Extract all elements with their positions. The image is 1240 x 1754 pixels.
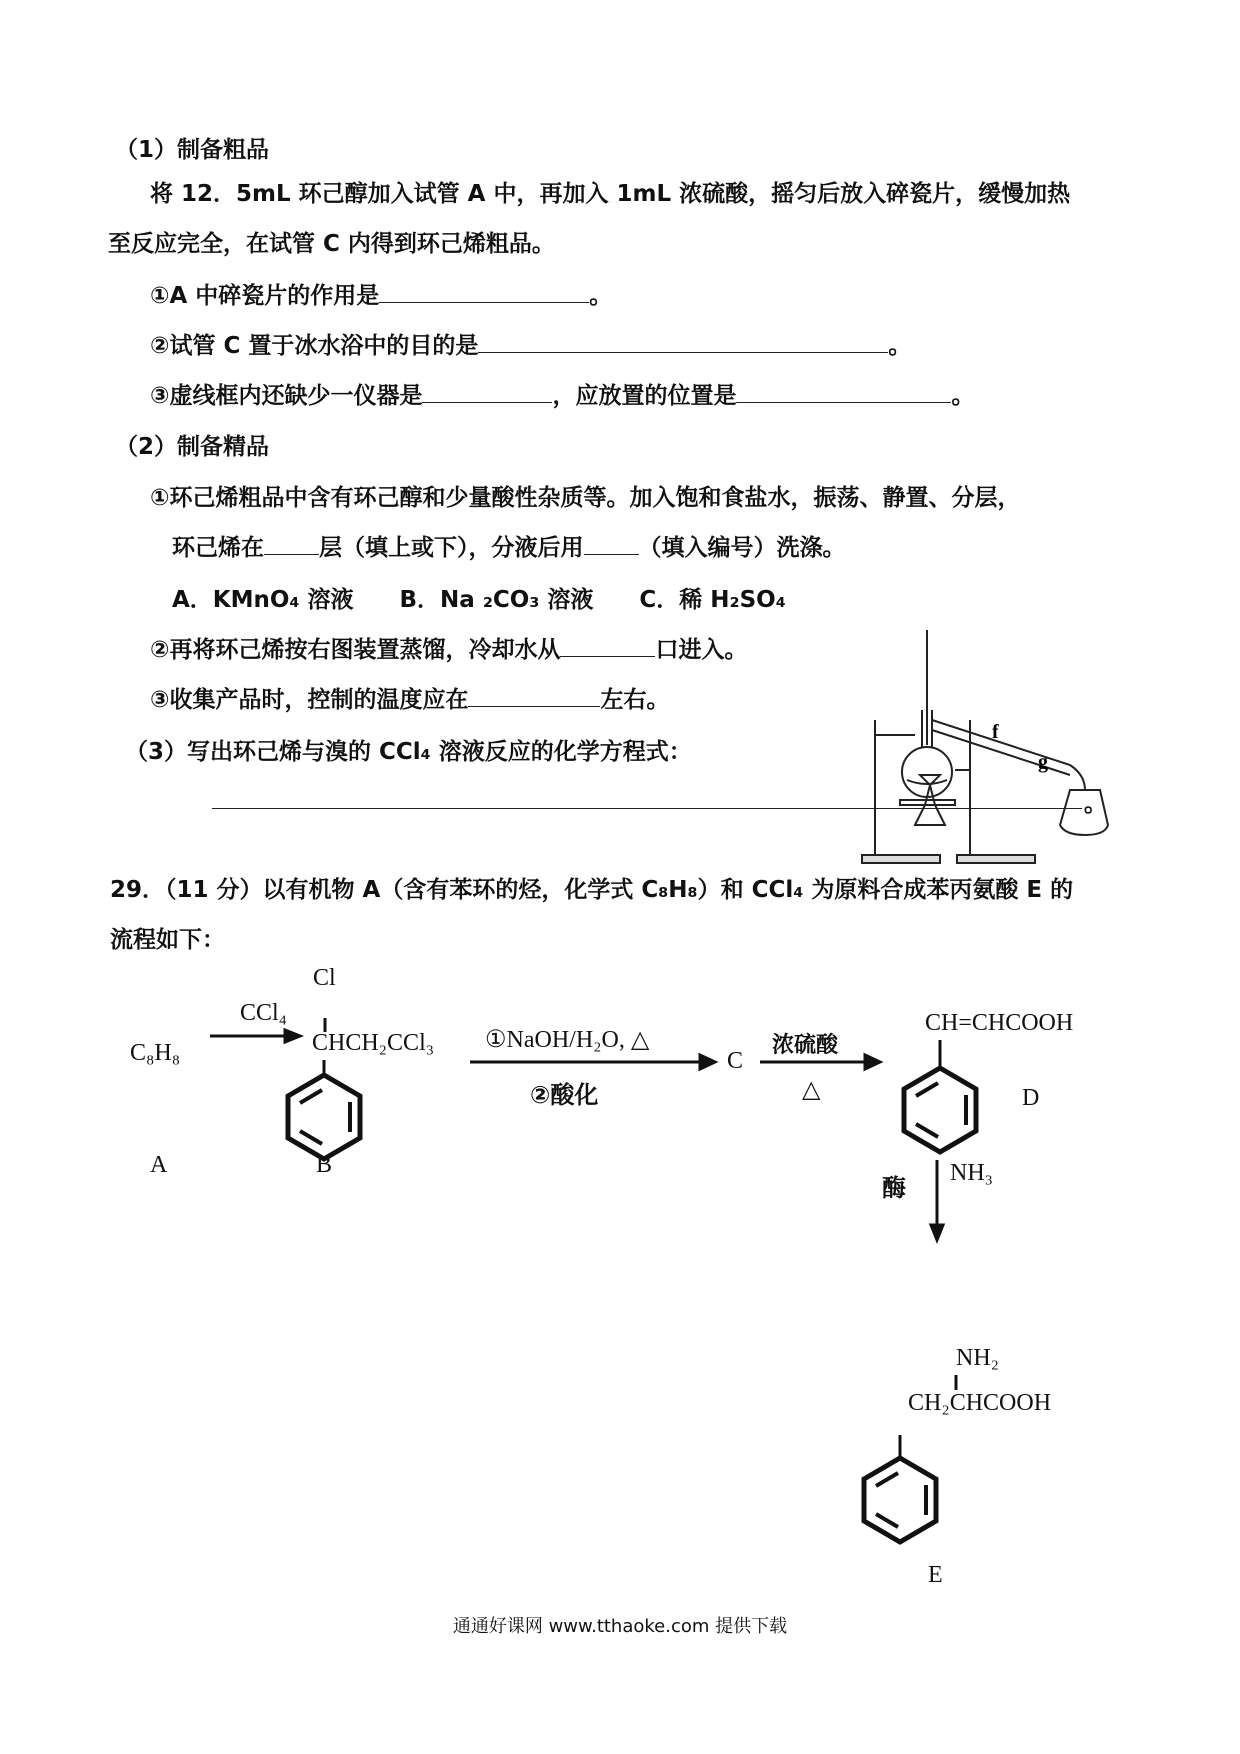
ring-double-bond — [300, 1090, 322, 1103]
question-1-3-text-a: ③虚线框内还缺少一仪器是 — [150, 383, 423, 409]
question-1-1: ①A 中碎瓷片的作用是 。 — [150, 283, 613, 309]
conc-sulfuric-acid: 浓硫酸 — [772, 1033, 839, 1058]
arrowhead — [285, 1030, 300, 1042]
compound-b-chain: CHCH₂CCl₃ — [312, 1030, 435, 1056]
ring-double-bond — [916, 1083, 938, 1096]
arrowhead — [865, 1055, 880, 1069]
compound-e-nh2: NH₂ — [956, 1345, 1000, 1371]
question-1-3: ③虚线框内还缺少一仪器是 ，应放置的位置是 。 — [150, 383, 975, 409]
label-b: B — [316, 1152, 333, 1178]
reagent-nh3: NH₃ — [950, 1160, 994, 1186]
section2-heading: （2）制备精品 — [115, 434, 270, 460]
enzyme-label: 酶 — [882, 1174, 906, 1202]
question-1-3-text-b: ，应放置的位置是 — [552, 383, 737, 409]
section3-heading: （3）写出环己烯与溴的 CCl₄ 溶液反应的化学方程式： — [125, 739, 692, 765]
section2-q3-text-a: ③收集产品时，控制的温度应在 — [150, 687, 469, 713]
arrowhead — [700, 1055, 715, 1069]
footer-credit: 通通好课网 www.tthaoke.com 提供下载 — [452, 1616, 788, 1637]
question-1-2: ②试管 C 置于冰水浴中的目的是 。 — [150, 333, 912, 359]
apparatus-label-g: g — [1038, 751, 1048, 773]
ring-double-bond — [916, 1124, 938, 1137]
section1-para-line2: 至反应完全，在试管 C 内得到环己烯粗品。 — [108, 231, 555, 257]
formula-a: C₈H₈ — [130, 1040, 181, 1066]
heat-symbol: △ — [802, 1077, 821, 1103]
label-a: A — [150, 1152, 168, 1178]
arrowhead — [931, 1225, 943, 1240]
q29-line1: 29．（11 分）以有机物 A（含有苯环的烃，化学式 C₈H₈）和 CCl₄ 为原料合成苯丙氨酸 E 的 — [110, 877, 1074, 903]
ring-double-bond — [300, 1131, 322, 1144]
section2-q1-text-a: 环己烯在 — [172, 535, 264, 561]
apparatus-label-f: f — [992, 721, 999, 743]
compound-e-chain: CH₂CHCOOH — [908, 1390, 1052, 1416]
compound-b-cl: Cl — [313, 965, 336, 991]
ring-double-bond — [876, 1473, 898, 1486]
section2-q2-text-b: 口进入。 — [655, 637, 748, 663]
label-d: D — [1022, 1085, 1040, 1111]
question-1-2-text: ②试管 C 置于冰水浴中的目的是 — [150, 333, 479, 359]
reagent-ccl4: CCl₄ — [240, 1000, 288, 1026]
section2-q1-line1: ①环己烯粗品中含有环己醇和少量酸性杂质等。加入饱和食盐水，振荡、静置、分层， — [150, 485, 1021, 511]
section2-q1-text-b: 层（填上或下），分液后用 — [319, 535, 584, 561]
reagent-options: A．KMnO₄ 溶液 B．Na ₂CO₃ 溶液 C．稀 H₂SO₄ — [172, 587, 786, 613]
section2-q2-text-a: ②再将环己烯按右图装置蒸馏，冷却水从 — [150, 637, 561, 663]
section1-para-line1: 将 12．5mL 环己醇加入试管 A 中，再加入 1mL 浓硫酸，摇匀后放入碎瓷片，缓慢加热 — [150, 181, 1071, 207]
section2-q1-text-c: （填入编号）洗涤。 — [638, 535, 846, 561]
period: 。 — [1084, 790, 1107, 817]
step1-reagent: ①NaOH/H₂O, △ — [485, 1027, 650, 1053]
label-e: E — [928, 1562, 943, 1588]
section1-heading: （1）制备粗品 — [115, 137, 270, 163]
ring-double-bond — [876, 1514, 898, 1527]
question-1-1-text: ①A 中碎瓷片的作用是 — [150, 283, 380, 309]
label-c: C — [727, 1048, 744, 1074]
compound-d-chain: CH=CHCOOH — [925, 1010, 1074, 1036]
step2-acidify: ②酸化 — [530, 1081, 599, 1109]
q29-line2: 流程如下： — [110, 927, 225, 953]
section2-q3-text-b: 左右。 — [600, 687, 670, 713]
